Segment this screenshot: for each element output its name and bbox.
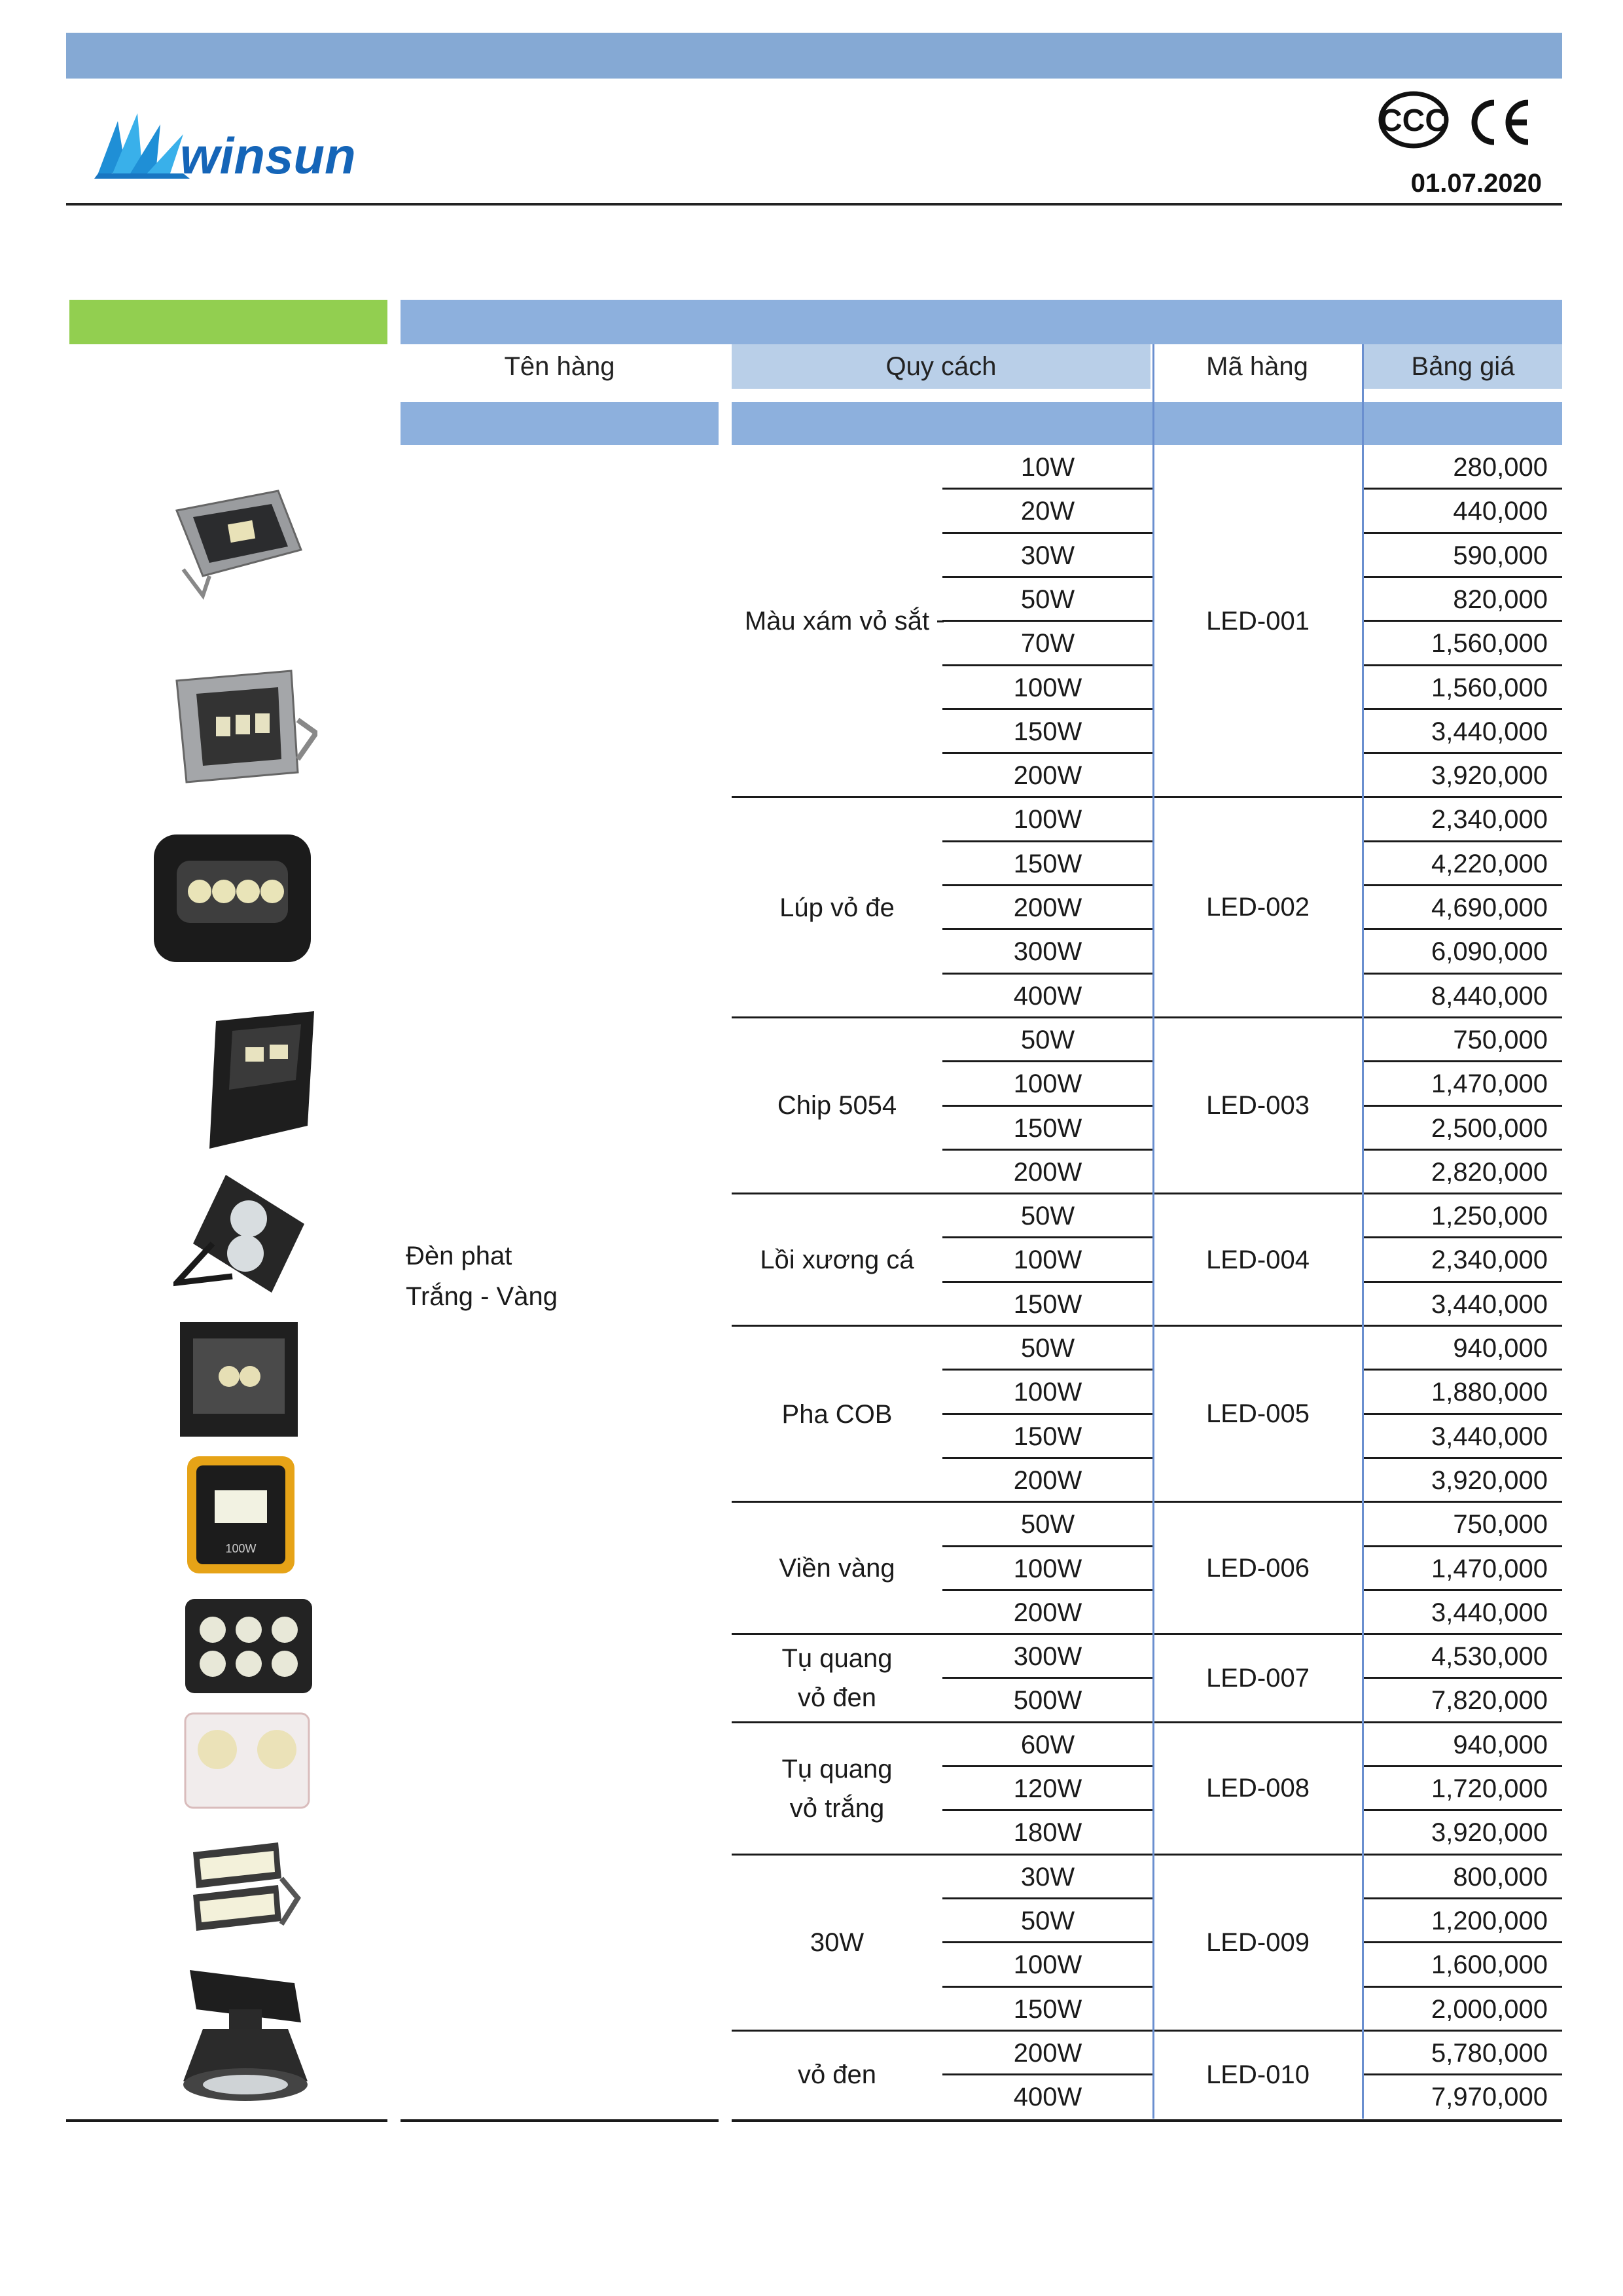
price-cell: 4,220,000 [1431, 849, 1548, 878]
spec-line: Lúp vỏ đe [779, 893, 895, 922]
floodlight-lens-black-image [183, 1597, 314, 1695]
wattage-cell: 150W [1013, 717, 1082, 746]
row-divider [1364, 1457, 1562, 1459]
column-separator [1362, 344, 1364, 2119]
price-cell: 940,000 [1453, 1730, 1548, 1759]
wattage-cell: 150W [1013, 1994, 1082, 2024]
row-divider [1364, 973, 1562, 975]
price-cell: 1,600,000 [1431, 1950, 1548, 1980]
highbay-light-image [177, 1957, 314, 2104]
spec-cell [732, 445, 942, 797]
floodlight-dual-module-image [183, 1839, 301, 1947]
price-cell: 1,720,000 [1431, 1774, 1548, 1803]
row-divider [942, 1105, 1152, 1107]
wattage-cell: 50W [1020, 584, 1075, 614]
row-divider [942, 1149, 1152, 1151]
wattage-cell: 30W [1020, 541, 1075, 570]
row-divider [1364, 1897, 1562, 1899]
product-name-line-2: Trắng - Vàng [406, 1282, 558, 1311]
wattage-cell: 100W [1013, 1246, 1082, 1275]
row-divider [1364, 1589, 1562, 1591]
price-cell: 2,500,000 [1431, 1113, 1548, 1143]
bottom-line-images [66, 2119, 387, 2122]
wattage-cell: 150W [1013, 849, 1082, 878]
floodlight-yellow-frame-image [185, 1454, 296, 1575]
wattage-cell: 400W [1013, 981, 1082, 1011]
price-cell: 590,000 [1453, 541, 1548, 570]
row-divider [942, 488, 1152, 490]
price-cell: 1,560,000 [1431, 673, 1548, 702]
row-divider [942, 1941, 1152, 1943]
price-cell: 1,250,000 [1431, 1202, 1548, 1231]
row-divider [942, 620, 1152, 622]
price-cell: 1,470,000 [1431, 1069, 1548, 1099]
column-header-bang-gia: Bảng giá [1364, 344, 1562, 389]
wattage-cell: 200W [1013, 761, 1082, 791]
row-divider [942, 752, 1152, 754]
price-cell: 1,560,000 [1431, 629, 1548, 658]
spec-line: Tụ quang [781, 1754, 893, 1784]
row-divider [1364, 1149, 1562, 1151]
row-divider [942, 1986, 1152, 1988]
spec-text [779, 888, 895, 927]
spec-cell [732, 1194, 942, 1326]
spec-cell [732, 1634, 942, 1723]
price-cell: 1,880,000 [1431, 1378, 1548, 1407]
row-divider [1364, 1941, 1562, 1943]
price-cell: 3,440,000 [1431, 1422, 1548, 1451]
blue-header-band [401, 300, 1562, 344]
price-cell: 820,000 [1453, 584, 1548, 614]
spec-text [810, 1923, 864, 1962]
floodlight-chip-5054-image [196, 1008, 317, 1152]
price-cell: 3,920,000 [1431, 1818, 1548, 1848]
spec-cell [732, 1855, 942, 2031]
row-divider [1364, 1369, 1562, 1371]
spec-text [777, 1086, 897, 1125]
wattage-cell: 20W [1020, 497, 1075, 526]
wattage-cell: 180W [1013, 1818, 1082, 1848]
spec-cell [732, 1502, 942, 1634]
spec-cell [732, 1326, 942, 1502]
row-divider [1364, 1986, 1562, 1988]
product-code: LED-003 [1206, 1090, 1310, 1120]
column-header-quy-cach: Quy cách [732, 344, 1150, 389]
wattage-cell: 60W [1020, 1730, 1075, 1759]
price-cell: 1,470,000 [1431, 1554, 1548, 1583]
product-code: LED-001 [1206, 606, 1310, 636]
row-divider [942, 840, 1152, 842]
price-cell: 440,000 [1453, 497, 1548, 526]
row-divider [1364, 1060, 1562, 1062]
wattage-cell: 100W [1013, 1950, 1082, 1980]
price-cell: 1,200,000 [1431, 1906, 1548, 1935]
spec-line: Tụ quang [781, 1644, 893, 1674]
spec-text [782, 1395, 893, 1434]
svg-text:CCC: CCC [1380, 103, 1448, 138]
spec-text [745, 601, 929, 641]
product-code: LED-004 [1206, 1245, 1310, 1274]
row-divider [942, 884, 1152, 886]
wattage-cell: 200W [1013, 893, 1082, 922]
price-cell: 8,440,000 [1431, 981, 1548, 1011]
product-code: LED-010 [1206, 2060, 1310, 2089]
row-divider [942, 1281, 1152, 1283]
winsun-logo [92, 108, 366, 180]
wattage-cell: 500W [1013, 1686, 1082, 1715]
wattage-cell: 150W [1013, 1113, 1082, 1143]
spec-line: Màu xám vỏ sắt [744, 607, 930, 636]
price-cell: 2,340,000 [1431, 805, 1548, 834]
row-divider [1364, 1281, 1562, 1283]
product-code: LED-007 [1206, 1663, 1310, 1693]
floodlight-grey-1-image [164, 478, 308, 602]
bottom-line-name [401, 2119, 719, 2122]
floodlight-fishbone-image [173, 1172, 311, 1296]
wattage-cell: 120W [1013, 1774, 1082, 1803]
floodlight-lens-white-image [183, 1712, 311, 1810]
spec-line: Viền vàng [779, 1554, 895, 1583]
column-separator [1152, 344, 1154, 2119]
spec-line: Chip 5054 [777, 1091, 897, 1121]
wattage-cell: 100W [1013, 1069, 1082, 1099]
product-code: LED-005 [1206, 1399, 1310, 1429]
wattage-cell: 100W [1013, 805, 1082, 834]
price-cell: 7,820,000 [1431, 1686, 1548, 1715]
spec-cell [732, 1723, 942, 1855]
spec-line: Pha COB [781, 1399, 893, 1429]
wattage-cell: 200W [1013, 1598, 1082, 1627]
row-divider [1364, 488, 1562, 490]
wattage-cell: 50W [1020, 1510, 1075, 1539]
product-name-line-1: Đèn phat [406, 1242, 512, 1270]
spec-text [781, 1749, 892, 1828]
price-cell: 3,440,000 [1431, 1289, 1548, 1319]
row-divider [1364, 620, 1562, 622]
spec-text [779, 1549, 895, 1588]
svg-text:100W: 100W [225, 1542, 257, 1555]
row-divider [1364, 2073, 1562, 2075]
wattage-cell: 50W [1020, 1202, 1075, 1231]
row-divider [942, 1677, 1152, 1679]
bottom-line-table [732, 2119, 1562, 2122]
top-banner-bar [66, 33, 1562, 79]
row-divider [942, 1589, 1152, 1591]
row-divider [942, 708, 1152, 710]
document-date: 01.07.2020 [1410, 169, 1542, 198]
row-divider [1364, 1765, 1562, 1767]
wattage-cell: 300W [1013, 1642, 1082, 1672]
row-divider [1364, 752, 1562, 754]
svg-text:winsun: winsun [180, 127, 356, 180]
price-cell: 3,440,000 [1431, 717, 1548, 746]
product-code: LED-009 [1206, 1928, 1310, 1957]
wattage-cell: 100W [1013, 1554, 1082, 1583]
wattage-cell: 100W [1013, 1378, 1082, 1407]
row-divider [1364, 840, 1562, 842]
price-cell: 2,000,000 [1431, 1994, 1548, 2024]
spec-line: 30W [810, 1928, 865, 1958]
product-code: LED-008 [1206, 1774, 1310, 1803]
row-divider [1364, 664, 1562, 666]
row-divider [942, 1765, 1152, 1767]
wattage-cell: 150W [1013, 1422, 1082, 1451]
row-divider [1364, 1545, 1562, 1547]
price-cell: 800,000 [1453, 1862, 1548, 1892]
price-cell: 2,820,000 [1431, 1157, 1548, 1187]
row-divider [942, 1236, 1152, 1238]
price-cell: 3,920,000 [1431, 1465, 1548, 1495]
row-divider [942, 1369, 1152, 1371]
row-divider [942, 2073, 1152, 2075]
spec-cell [732, 2031, 942, 2119]
wattage-cell: 300W [1013, 937, 1082, 967]
ce-cert-icon [1463, 95, 1535, 151]
row-divider [942, 1545, 1152, 1547]
spec-cell [732, 1018, 942, 1194]
row-divider [942, 928, 1152, 930]
price-cell: 3,920,000 [1431, 761, 1548, 791]
floodlight-grey-2-image [167, 661, 317, 792]
wattage-cell: 100W [1013, 673, 1082, 702]
price-cell: 5,780,000 [1431, 2038, 1548, 2068]
row-divider [1364, 532, 1562, 534]
product-code: LED-002 [1206, 893, 1310, 922]
price-cell: 750,000 [1453, 1510, 1548, 1539]
wattage-cell: 50W [1020, 1906, 1075, 1935]
wattage-cell: 400W [1013, 2083, 1082, 2112]
spec-text [760, 1240, 914, 1280]
spec-text [781, 1639, 892, 1717]
row-divider [1364, 1677, 1562, 1679]
green-header-band [69, 300, 387, 344]
spec-text [798, 2055, 876, 2094]
ccc-cert-icon [1378, 90, 1450, 149]
price-cell: 7,970,000 [1431, 2083, 1548, 2112]
row-divider [942, 664, 1152, 666]
spec-line: vỏ đen [797, 1683, 877, 1713]
sub-header-band-right [732, 402, 1562, 445]
row-divider [1364, 1809, 1562, 1811]
price-cell: 4,690,000 [1431, 893, 1548, 922]
row-divider [1364, 884, 1562, 886]
wattage-cell: 50W [1020, 1334, 1075, 1363]
row-divider [1364, 1105, 1562, 1107]
price-cell: 280,000 [1453, 453, 1548, 482]
wattage-cell: 200W [1013, 1465, 1082, 1495]
header-divider [66, 203, 1562, 206]
wattage-cell: 200W [1013, 2038, 1082, 2068]
row-divider [942, 1897, 1152, 1899]
product-code: LED-006 [1206, 1553, 1310, 1583]
row-divider [942, 1809, 1152, 1811]
row-divider [1364, 708, 1562, 710]
column-header-ma-hang: Mã hàng [1206, 351, 1308, 381]
price-cell: 4,530,000 [1431, 1642, 1548, 1672]
spec-cell [732, 797, 942, 1018]
spec-line: vỏ đen [797, 2060, 877, 2090]
price-cell: 3,440,000 [1431, 1598, 1548, 1627]
wattage-cell: 10W [1020, 453, 1075, 482]
row-divider [942, 1060, 1152, 1062]
row-divider [1364, 576, 1562, 578]
row-divider [942, 576, 1152, 578]
row-divider [942, 1457, 1152, 1459]
row-divider [1364, 1236, 1562, 1238]
column-header-ten-hang: Tên hàng [504, 351, 615, 381]
wattage-cell: 30W [1020, 1862, 1075, 1892]
wattage-cell: 70W [1020, 629, 1075, 658]
price-cell: 750,000 [1453, 1025, 1548, 1054]
price-cell: 6,090,000 [1431, 937, 1548, 967]
wattage-cell: 50W [1020, 1025, 1075, 1054]
spec-line: Lồi xương cá [760, 1246, 914, 1275]
wattage-cell: 150W [1013, 1289, 1082, 1319]
spec-connector [937, 620, 944, 622]
row-divider [1364, 928, 1562, 930]
floodlight-cob-image [177, 1319, 301, 1440]
product-name [406, 1236, 558, 1317]
spec-line: vỏ trắng [789, 1793, 885, 1823]
row-divider [942, 1413, 1152, 1415]
row-divider [1364, 1413, 1562, 1415]
sub-header-band-left [401, 402, 719, 445]
wattage-cell: 200W [1013, 1157, 1082, 1187]
row-divider [942, 532, 1152, 534]
row-divider [942, 973, 1152, 975]
floodlight-black-lens-image [151, 825, 314, 969]
price-cell: 2,340,000 [1431, 1246, 1548, 1275]
price-cell: 940,000 [1453, 1334, 1548, 1363]
